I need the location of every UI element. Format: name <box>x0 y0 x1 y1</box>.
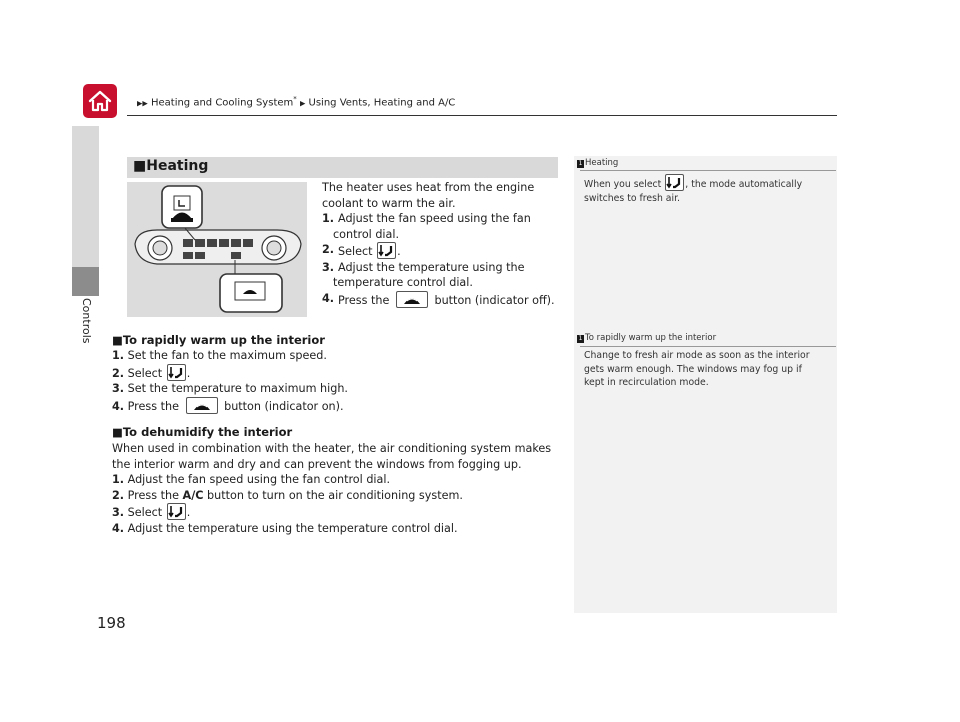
climate-control-illustration <box>127 182 307 317</box>
recirculation-icon <box>396 291 428 308</box>
note-text-heating: When you select , the mode automatically switches to fresh air. <box>584 174 814 205</box>
side-tab-bar <box>72 126 99 267</box>
note-badge: 1 <box>578 335 583 342</box>
breadcrumb-current: Using Vents, Heating and A/C <box>308 97 456 109</box>
subsection-title-rapid: ■To rapidly warm up the interior <box>112 333 325 347</box>
dehumidify-paragraph: When used in combination with the heater, the air conditioning system makes the interior warm and dry and can prevent the windows from fogging up. <box>112 442 552 471</box>
control-panel-drawing <box>127 182 307 317</box>
section-header-heating <box>127 157 558 178</box>
home-icon <box>87 88 113 114</box>
list-item: 1. Set the fan to the maximum speed. <box>112 349 327 362</box>
list-item: 4. Adjust the temperature using the temperature control dial. <box>112 521 458 535</box>
floor-mode-icon <box>167 503 186 520</box>
list-item: 4. Press the button (indicator off). <box>322 291 555 307</box>
heating-steps <box>322 211 562 308</box>
breadcrumb-arrow-icon: ▶ <box>299 99 306 108</box>
list-item: 3. Adjust the temperature using the temperature control dial. <box>322 260 525 289</box>
note-divider <box>580 346 836 347</box>
heating-intro: The heater uses heat from the engine coolant to warm the air. <box>322 181 535 210</box>
home-button[interactable] <box>83 84 117 118</box>
list-item: 2. Select . <box>322 243 401 258</box>
note-badge: 1 <box>578 160 583 167</box>
floor-mode-icon <box>167 364 186 381</box>
breadcrumb-link-heating-cooling[interactable]: Heating and Cooling System <box>150 97 294 109</box>
recirculation-icon <box>186 397 218 414</box>
floor-mode-icon <box>665 174 684 191</box>
list-item: 4. Press the button (indicator on). <box>112 397 562 415</box>
note-divider <box>580 170 836 171</box>
list-item: 2. Press the A/C button to turn on the air conditioning system. <box>112 488 463 502</box>
section-title: ■Heating <box>133 158 209 174</box>
note-title-rapid[interactable]: 1 To rapidly warm up the interior <box>578 333 717 343</box>
list-item: 3. Select . <box>112 503 562 521</box>
list-item: 2. Select . <box>112 364 562 382</box>
floor-mode-icon <box>377 242 396 259</box>
note-text-rapid: Change to fresh air mode as soon as the interior gets warm enough. The windows may fog up if kept in recirculation mode. <box>584 350 810 388</box>
list-item: 3. Set the temperature to maximum high. <box>112 382 348 395</box>
list-item: 1. Adjust the fan speed using the fan control dial. <box>322 212 531 241</box>
page-number: 198 <box>97 614 126 632</box>
note-title-heating[interactable]: 1 Heating <box>578 158 619 168</box>
breadcrumb-arrow-icon: ▶▶ <box>137 99 148 108</box>
dehumidify-steps <box>112 472 562 536</box>
rapid-steps <box>112 348 562 414</box>
ac-button-label: A/C <box>182 488 204 502</box>
breadcrumb <box>137 95 455 108</box>
subsection-title-dehumidify: ■To dehumidify the interior <box>112 425 293 439</box>
side-tab-label: Controls <box>80 298 93 344</box>
side-tab-active[interactable] <box>72 267 99 296</box>
header-divider <box>127 115 837 116</box>
list-item: 1. Adjust the fan speed using the fan control dial. <box>112 473 391 486</box>
breadcrumb-asterisk: * <box>293 95 297 103</box>
